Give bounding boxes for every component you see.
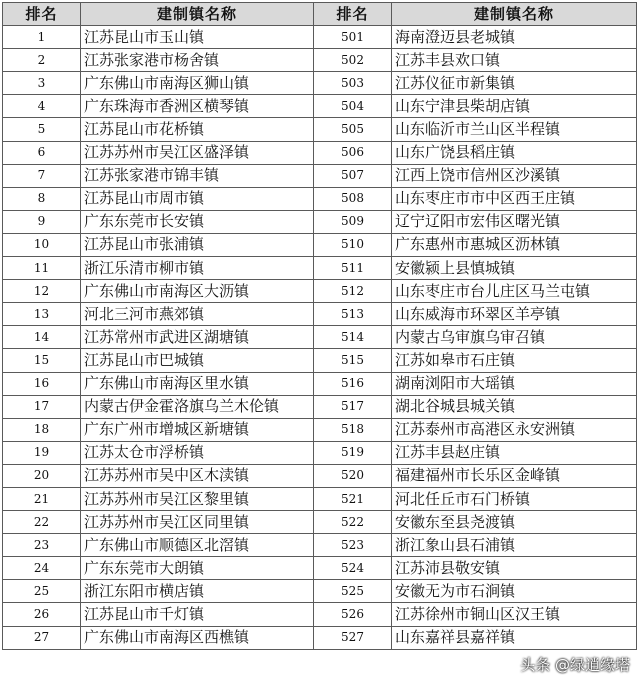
table-row <box>3 118 637 141</box>
town-name-cell-right: 安徽无为市石涧镇 <box>392 580 637 603</box>
rank-cell-right: 519 <box>314 441 392 464</box>
rank-cell-right: 518 <box>314 418 392 441</box>
rank-cell-left: 9 <box>3 210 81 233</box>
town-name-cell-left: 广东佛山市顺德区北滘镇 <box>81 534 314 557</box>
rank-cell-left: 6 <box>3 141 81 164</box>
town-name-cell-right: 江苏丰县赵庄镇 <box>392 441 637 464</box>
rank-cell-right: 523 <box>314 534 392 557</box>
town-name-cell-right: 江苏泰州市高港区永安洲镇 <box>392 418 637 441</box>
table-row <box>3 187 637 210</box>
rank-cell-left: 27 <box>3 626 81 649</box>
rank-header-right: 排名 <box>314 3 392 26</box>
table-row <box>3 511 637 534</box>
town-name-cell-right: 江苏徐州市铜山区汉王镇 <box>392 603 637 626</box>
town-name-cell-left: 江苏昆山市巴城镇 <box>81 349 314 372</box>
rank-cell-right: 514 <box>314 326 392 349</box>
rank-cell-left: 11 <box>3 257 81 280</box>
rank-cell-right: 509 <box>314 210 392 233</box>
town-name-cell-right: 内蒙古乌审旗乌审召镇 <box>392 326 637 349</box>
rank-cell-left: 5 <box>3 118 81 141</box>
table-row <box>3 372 637 395</box>
town-name-header-left: 建制镇名称 <box>81 3 314 26</box>
rank-cell-right: 502 <box>314 49 392 72</box>
table-row <box>3 487 637 510</box>
town-name-cell-right: 江苏沛县敬安镇 <box>392 557 637 580</box>
town-name-cell-left: 广东东莞市大朗镇 <box>81 557 314 580</box>
town-name-cell-right: 山东临沂市兰山区半程镇 <box>392 118 637 141</box>
table-row <box>3 326 637 349</box>
rank-cell-left: 20 <box>3 464 81 487</box>
rank-cell-left: 4 <box>3 95 81 118</box>
rank-cell-left: 10 <box>3 233 81 256</box>
table-row <box>3 395 637 418</box>
rank-cell-right: 507 <box>314 164 392 187</box>
town-name-cell-left: 广东佛山市南海区里水镇 <box>81 372 314 395</box>
rank-cell-left: 18 <box>3 418 81 441</box>
town-name-cell-right: 江苏丰县欢口镇 <box>392 49 637 72</box>
town-name-cell-right: 广东惠州市惠城区沥林镇 <box>392 233 637 256</box>
town-name-cell-left: 内蒙古伊金霍洛旗乌兰木伦镇 <box>81 395 314 418</box>
table-row <box>3 349 637 372</box>
town-name-cell-right: 山东枣庄市台儿庄区马兰屯镇 <box>392 280 637 303</box>
town-name-cell-left: 江苏常州市武进区湖塘镇 <box>81 326 314 349</box>
rank-cell-right: 510 <box>314 233 392 256</box>
town-name-cell-right: 浙江象山县石浦镇 <box>392 534 637 557</box>
rank-cell-left: 13 <box>3 303 81 326</box>
town-name-cell-right: 江苏仪征市新集镇 <box>392 72 637 95</box>
rank-cell-left: 19 <box>3 441 81 464</box>
town-name-cell-left: 江苏张家港市锦丰镇 <box>81 164 314 187</box>
rank-cell-left: 22 <box>3 511 81 534</box>
town-name-cell-right: 河北任丘市石门桥镇 <box>392 487 637 510</box>
table-row <box>3 464 637 487</box>
town-name-cell-right: 安徽颍上县慎城镇 <box>392 257 637 280</box>
table-row <box>3 418 637 441</box>
table-row <box>3 72 637 95</box>
town-name-cell-left: 江苏昆山市花桥镇 <box>81 118 314 141</box>
rank-cell-right: 516 <box>314 372 392 395</box>
town-name-cell-right: 辽宁辽阳市宏伟区曙光镇 <box>392 210 637 233</box>
rank-cell-right: 512 <box>314 280 392 303</box>
table-row <box>3 280 637 303</box>
table-row <box>3 141 637 164</box>
rank-cell-right: 526 <box>314 603 392 626</box>
town-name-cell-left: 广东珠海市香洲区横琴镇 <box>81 95 314 118</box>
town-name-cell-right: 山东广饶县稻庄镇 <box>392 141 637 164</box>
rank-cell-left: 8 <box>3 187 81 210</box>
rank-cell-left: 3 <box>3 72 81 95</box>
rank-cell-left: 23 <box>3 534 81 557</box>
table-body <box>3 26 637 650</box>
town-name-cell-right: 山东宁津县柴胡店镇 <box>392 95 637 118</box>
rank-cell-left: 21 <box>3 487 81 510</box>
table-row <box>3 303 637 326</box>
town-name-cell-left: 江苏太仓市浮桥镇 <box>81 441 314 464</box>
table-row <box>3 580 637 603</box>
town-name-cell-left: 浙江乐清市柳市镇 <box>81 257 314 280</box>
rank-cell-right: 508 <box>314 187 392 210</box>
watermark: 头条 @绿逍缘塔 <box>520 656 630 674</box>
town-name-cell-right: 山东枣庄市市中区西王庄镇 <box>392 187 637 210</box>
town-name-cell-right: 江西上饶市信州区沙溪镇 <box>392 164 637 187</box>
ranking-table <box>2 2 637 650</box>
town-name-cell-left: 广东东莞市长安镇 <box>81 210 314 233</box>
town-name-cell-left: 浙江东阳市横店镇 <box>81 580 314 603</box>
town-name-cell-left: 江苏昆山市玉山镇 <box>81 26 314 49</box>
rank-cell-right: 520 <box>314 464 392 487</box>
town-name-cell-left: 江苏张家港市杨舍镇 <box>81 49 314 72</box>
table-row <box>3 626 637 649</box>
rank-cell-right: 515 <box>314 349 392 372</box>
town-name-cell-right: 湖北谷城县城关镇 <box>392 395 637 418</box>
town-name-cell-left: 江苏苏州市吴江区黎里镇 <box>81 487 314 510</box>
table-row <box>3 534 637 557</box>
table-row <box>3 26 637 49</box>
rank-cell-left: 16 <box>3 372 81 395</box>
town-name-cell-left: 广东广州市增城区新塘镇 <box>81 418 314 441</box>
town-name-cell-right: 安徽东至县尧渡镇 <box>392 511 637 534</box>
rank-header-left: 排名 <box>3 3 81 26</box>
rank-cell-left: 2 <box>3 49 81 72</box>
town-name-cell-left: 江苏苏州市吴江区同里镇 <box>81 511 314 534</box>
table-row <box>3 557 637 580</box>
rank-cell-left: 7 <box>3 164 81 187</box>
rank-cell-left: 14 <box>3 326 81 349</box>
town-name-cell-right: 江苏如皋市石庄镇 <box>392 349 637 372</box>
rank-cell-right: 517 <box>314 395 392 418</box>
town-name-cell-left: 广东佛山市南海区大沥镇 <box>81 280 314 303</box>
rank-cell-left: 24 <box>3 557 81 580</box>
town-name-cell-right: 山东嘉祥县嘉祥镇 <box>392 626 637 649</box>
rank-cell-left: 17 <box>3 395 81 418</box>
rank-cell-left: 25 <box>3 580 81 603</box>
rank-cell-right: 504 <box>314 95 392 118</box>
rank-cell-right: 505 <box>314 118 392 141</box>
rank-cell-left: 15 <box>3 349 81 372</box>
town-name-cell-left: 广东佛山市南海区西樵镇 <box>81 626 314 649</box>
table-row <box>3 164 637 187</box>
table-row <box>3 441 637 464</box>
rank-cell-right: 503 <box>314 72 392 95</box>
rank-cell-left: 26 <box>3 603 81 626</box>
town-name-cell-right: 湖南浏阳市大瑶镇 <box>392 372 637 395</box>
table-header-row <box>3 3 637 26</box>
town-name-cell-right: 山东威海市环翠区羊亭镇 <box>392 303 637 326</box>
rank-cell-right: 527 <box>314 626 392 649</box>
table-row <box>3 603 637 626</box>
rank-cell-right: 525 <box>314 580 392 603</box>
table-row <box>3 49 637 72</box>
town-name-cell-left: 河北三河市燕郊镇 <box>81 303 314 326</box>
town-name-cell-left: 江苏昆山市张浦镇 <box>81 233 314 256</box>
town-name-header-right: 建制镇名称 <box>392 3 637 26</box>
table-row <box>3 233 637 256</box>
rank-cell-right: 513 <box>314 303 392 326</box>
town-name-cell-left: 江苏昆山市周市镇 <box>81 187 314 210</box>
rank-cell-left: 1 <box>3 26 81 49</box>
town-name-cell-left: 江苏昆山市千灯镇 <box>81 603 314 626</box>
town-name-cell-right: 福建福州市长乐区金峰镇 <box>392 464 637 487</box>
rank-cell-right: 506 <box>314 141 392 164</box>
rank-cell-right: 521 <box>314 487 392 510</box>
town-name-cell-left: 广东佛山市南海区狮山镇 <box>81 72 314 95</box>
table-row <box>3 210 637 233</box>
town-name-cell-left: 江苏苏州市吴中区木渎镇 <box>81 464 314 487</box>
table-row <box>3 95 637 118</box>
town-name-cell-left: 江苏苏州市吴江区盛泽镇 <box>81 141 314 164</box>
rank-cell-right: 511 <box>314 257 392 280</box>
town-name-cell-right: 海南澄迈县老城镇 <box>392 26 637 49</box>
rank-cell-right: 522 <box>314 511 392 534</box>
rank-cell-right: 524 <box>314 557 392 580</box>
rank-cell-left: 12 <box>3 280 81 303</box>
table-row <box>3 257 637 280</box>
rank-cell-right: 501 <box>314 26 392 49</box>
